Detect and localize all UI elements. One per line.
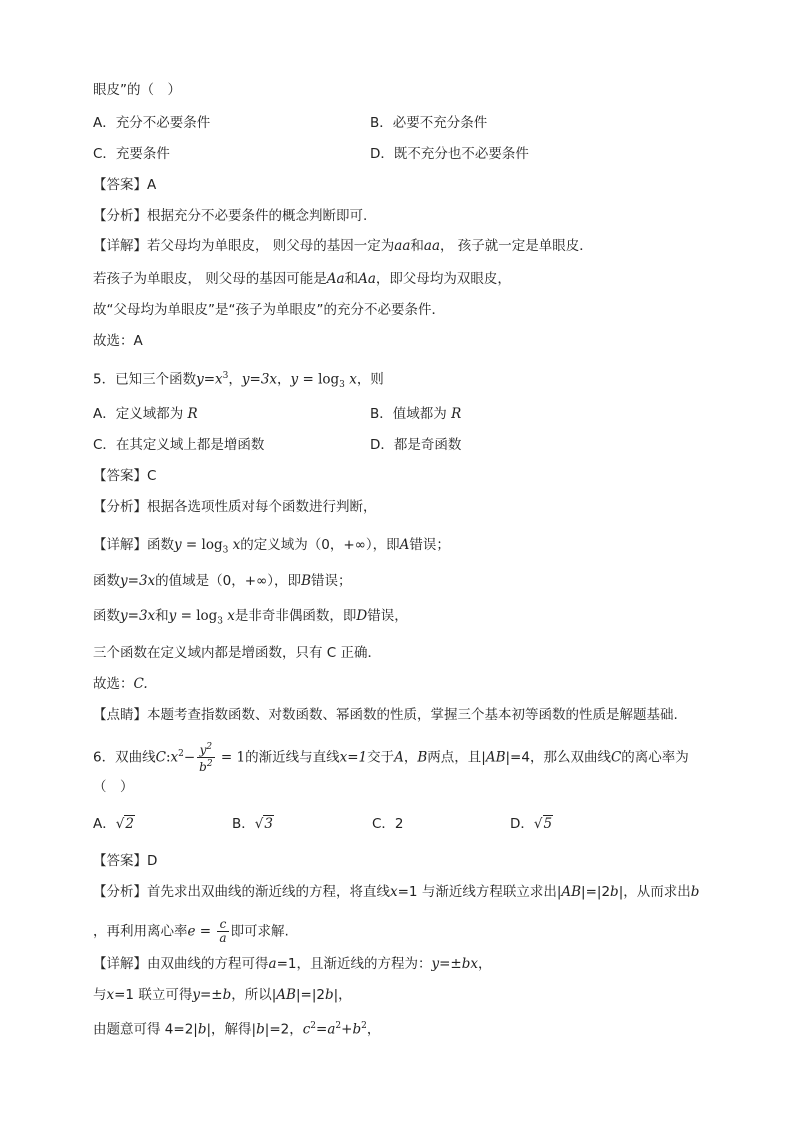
sqrt-symbol: √5 bbox=[533, 816, 553, 832]
detail-text: ， bbox=[366, 1021, 381, 1038]
math-var: R bbox=[451, 406, 462, 422]
q6-stem-text: 的离心率为 bbox=[621, 749, 689, 766]
detail-text: 的定义域为（0，+∞），即 bbox=[240, 537, 400, 553]
q5-stem-text: 5．已知三个函数 bbox=[93, 371, 197, 388]
math-var: B bbox=[417, 749, 428, 766]
detail-text: 错误； bbox=[409, 537, 450, 553]
q4-option-b bbox=[370, 113, 487, 133]
q4-option-d bbox=[370, 144, 529, 164]
detail-text: ， bbox=[477, 956, 492, 972]
math-var: e bbox=[187, 923, 196, 940]
choose-value: C. bbox=[133, 676, 148, 692]
q5-option-a bbox=[93, 404, 198, 424]
q4-detail-line-3 bbox=[93, 300, 445, 320]
math-symbol: : bbox=[165, 749, 171, 766]
detail-text: 由双曲线的方程可得 bbox=[147, 956, 269, 972]
q6-option-c bbox=[372, 814, 404, 834]
q6-detail-line-2 bbox=[93, 985, 352, 1005]
math-var: b bbox=[352, 1021, 362, 1038]
detail-tag: 【详解】 bbox=[93, 956, 147, 972]
math-var: AB bbox=[485, 749, 506, 766]
detail-text: 错误； bbox=[310, 573, 352, 589]
answer-value: D bbox=[147, 853, 158, 869]
q5-option-d-text: D．都是奇函数 bbox=[370, 437, 462, 453]
math-function: x bbox=[223, 608, 235, 624]
math-gene: aa bbox=[423, 238, 441, 254]
q5-analysis bbox=[93, 497, 377, 517]
q6-stem-text: 两点，且| bbox=[427, 749, 486, 766]
answer-tag: 【答案】 bbox=[93, 177, 147, 193]
math-var: R bbox=[187, 406, 198, 422]
math-var: b bbox=[610, 884, 619, 900]
q5-stem-text: ，则 bbox=[356, 371, 384, 388]
q6-stem-text: （ ） bbox=[93, 779, 134, 795]
math-function: = log bbox=[176, 608, 218, 624]
math-var: D bbox=[356, 608, 368, 624]
math-function: y bbox=[174, 537, 182, 553]
math-function: y=x bbox=[196, 371, 223, 388]
math-symbol: = bbox=[195, 923, 216, 940]
answer-value: C bbox=[147, 468, 157, 484]
q6-option-d bbox=[510, 814, 553, 834]
detail-text: 函数 bbox=[147, 537, 174, 553]
math-var: a bbox=[327, 1021, 336, 1038]
math-symbol: − bbox=[183, 749, 196, 766]
analysis-text: =1 与渐近线方程联立求出| bbox=[397, 884, 562, 900]
math-exponent: 2 bbox=[178, 749, 184, 759]
detail-text: 是非奇非偶函数，即 bbox=[234, 608, 357, 624]
fraction-numerator bbox=[197, 741, 214, 758]
detail-text: 函数 bbox=[93, 608, 120, 624]
detail-text: 和 bbox=[344, 271, 359, 287]
math-var: x bbox=[170, 749, 179, 766]
q6-answer bbox=[93, 851, 157, 871]
math-var: b bbox=[199, 760, 207, 774]
q4-option-c bbox=[93, 144, 170, 164]
math-gene: Aa bbox=[326, 271, 345, 287]
analysis-text: 根据充分不必要条件的概念判断即可. bbox=[147, 208, 368, 224]
detail-text: 和 bbox=[155, 608, 169, 624]
math-function: = log bbox=[181, 537, 223, 553]
math-var: y bbox=[199, 743, 207, 757]
detail-text: ，即父母均为双眼皮， bbox=[375, 271, 511, 287]
math-exponent: 2 bbox=[335, 1021, 342, 1031]
comment-text: 本题考查指数函数、对数函数、幂函数的性质，掌握三个基本初等函数的性质是解题基础. bbox=[147, 707, 678, 723]
q4-option-a-text: A．充分不必要条件 bbox=[93, 115, 211, 131]
choose-text: 故选：A bbox=[93, 333, 143, 349]
q6-stem-text: 的渐近线与直线 bbox=[245, 749, 340, 766]
math-exponent: 2 bbox=[310, 1021, 317, 1031]
math-var: b bbox=[197, 1021, 207, 1038]
q4-analysis bbox=[93, 206, 367, 226]
math-subscript: 3 bbox=[222, 545, 229, 556]
math-function: x bbox=[228, 537, 241, 553]
fraction-numerator: c bbox=[217, 918, 228, 932]
detail-text: 故“父母均为单眼皮”是“孩子为单眼皮”的充分不必要条件． bbox=[93, 302, 445, 318]
math-fraction bbox=[197, 741, 214, 774]
math-var: A bbox=[394, 749, 404, 766]
math-equation: x=1 bbox=[339, 749, 368, 766]
math-subscript: 3 bbox=[217, 616, 224, 627]
math-function: y=3x bbox=[120, 573, 156, 589]
q6-stem-text: |=4，那么双曲线 bbox=[505, 749, 611, 766]
math-var: B bbox=[301, 573, 311, 589]
q5-option-c-text: C．在其定义域上都是增函数 bbox=[93, 437, 265, 453]
q4-detail-line-2 bbox=[93, 269, 511, 289]
q4-choose bbox=[93, 331, 143, 351]
math-var: AB bbox=[276, 987, 296, 1003]
q6-option-a bbox=[93, 814, 135, 834]
q6-stem-paren bbox=[93, 777, 134, 797]
detail-text: 错误， bbox=[367, 608, 408, 624]
q5-comment bbox=[93, 705, 678, 725]
math-var: a bbox=[268, 956, 277, 972]
math-exponent: 2 bbox=[361, 1021, 367, 1031]
analysis-text: |，从而求出 bbox=[618, 884, 691, 900]
detail-tag: 【详解】 bbox=[93, 238, 147, 254]
q5-option-b bbox=[370, 404, 461, 424]
math-fraction bbox=[217, 918, 228, 945]
analysis-tag: 【分析】 bbox=[93, 208, 147, 224]
math-function: x bbox=[344, 371, 357, 388]
analysis-text: |=|2 bbox=[581, 884, 611, 900]
q4-answer bbox=[93, 175, 156, 195]
q6-stem bbox=[93, 741, 689, 774]
q6-analysis-line-2 bbox=[93, 918, 289, 945]
q5-option-b-text: B．值域都为 bbox=[370, 406, 447, 422]
math-exponent: 2 bbox=[206, 759, 213, 769]
q4-detail-line-1 bbox=[93, 236, 593, 256]
detail-text: |，解得| bbox=[206, 1021, 257, 1038]
q4-option-c-text: C．充要条件 bbox=[93, 146, 170, 162]
sqrt-symbol: √3 bbox=[254, 816, 273, 832]
math-var: c bbox=[302, 1021, 311, 1038]
math-var: b bbox=[690, 884, 700, 900]
detail-text: 由题意可得 4=2| bbox=[93, 1021, 198, 1038]
math-equation: y=±b bbox=[192, 987, 232, 1003]
q6-detail-line-1 bbox=[93, 954, 491, 974]
q5-option-d bbox=[370, 435, 461, 455]
q6-stem-text: 6．双曲线 bbox=[93, 749, 156, 766]
q4-option-b-text: B．必要不充分条件 bbox=[370, 115, 488, 131]
answer-value: A bbox=[147, 177, 157, 193]
math-symbol: = bbox=[316, 1021, 328, 1038]
math-var: b bbox=[256, 1021, 265, 1038]
sqrt-radicand: 5 bbox=[543, 816, 553, 832]
q6-detail-line-3 bbox=[93, 1016, 380, 1040]
q6-stem-text: 交于 bbox=[367, 749, 395, 766]
analysis-text: 首先求出双曲线的渐近线的方程，将直线 bbox=[147, 884, 390, 900]
math-function: = log bbox=[298, 371, 340, 388]
detail-text: 若父母均为单眼皮， 则父母的基因一定为 bbox=[147, 238, 395, 254]
fraction-denominator bbox=[197, 758, 214, 774]
sqrt-radicand: 3 bbox=[264, 816, 273, 832]
math-function: y bbox=[168, 608, 177, 624]
detail-text: 与 bbox=[93, 987, 107, 1003]
q6-analysis-line-1 bbox=[93, 882, 699, 902]
detail-text: 若孩子为单眼皮， 则父母的基因可能是 bbox=[93, 271, 327, 287]
sqrt-symbol: √2 bbox=[115, 816, 134, 832]
analysis-tag: 【分析】 bbox=[93, 884, 147, 900]
choose-text: 故选： bbox=[93, 676, 134, 692]
separator: ， bbox=[277, 371, 291, 388]
q4-stem-text: 眼皮”的（ ） bbox=[93, 82, 181, 98]
math-function: y=3x bbox=[120, 608, 156, 624]
q6-stem-text: ， bbox=[403, 749, 418, 766]
q5-detail-line-2 bbox=[93, 571, 351, 591]
q6-option-c-text: C．2 bbox=[372, 816, 404, 832]
q5-detail-line-4 bbox=[93, 643, 381, 663]
math-var: x bbox=[390, 884, 398, 900]
detail-text: 和 bbox=[410, 238, 424, 254]
detail-text: |， bbox=[333, 987, 352, 1003]
math-symbol: + bbox=[341, 1021, 353, 1038]
q6-option-b-text: B． bbox=[232, 816, 255, 832]
separator: ， bbox=[228, 371, 242, 388]
q5-detail-line-1 bbox=[93, 535, 450, 561]
detail-text: ， 孩子就一定是单眼皮． bbox=[440, 238, 593, 254]
detail-tag: 【详解】 bbox=[93, 537, 147, 553]
sqrt-radicand: 2 bbox=[125, 816, 134, 832]
q4-option-a bbox=[93, 113, 210, 133]
math-gene: aa bbox=[394, 238, 411, 254]
math-var: b bbox=[324, 987, 334, 1003]
math-var: A bbox=[399, 537, 410, 553]
answer-tag: 【答案】 bbox=[93, 468, 147, 484]
math-equation: y=±bx bbox=[431, 956, 478, 972]
detail-text: 三个函数在定义域内都是增函数，只有 C 正确． bbox=[93, 645, 382, 661]
q5-choose bbox=[93, 674, 148, 694]
math-exponent: 2 bbox=[206, 742, 213, 752]
detail-text: 的值域是（0，+∞），即 bbox=[155, 573, 302, 589]
comment-tag: 【点睛】 bbox=[93, 707, 147, 723]
fraction-denominator: a bbox=[219, 931, 227, 945]
math-function: y=3x bbox=[241, 371, 278, 388]
math-var: C bbox=[610, 749, 622, 766]
answer-tag: 【答案】 bbox=[93, 853, 147, 869]
analysis-tag: 【分析】 bbox=[93, 499, 147, 515]
detail-text: ，所以| bbox=[231, 987, 277, 1003]
q5-answer bbox=[93, 466, 156, 486]
q6-option-b bbox=[232, 814, 274, 834]
q4-stem-end bbox=[93, 80, 181, 100]
math-gene: Aa bbox=[358, 271, 376, 287]
detail-text: =1 联立可得 bbox=[114, 987, 193, 1003]
analysis-text: 根据各选项性质对每个函数进行判断， bbox=[147, 499, 377, 515]
math-exponent: 3 bbox=[222, 371, 229, 381]
math-subscript: 3 bbox=[339, 380, 345, 391]
math-function: y bbox=[290, 371, 299, 388]
math-var: C bbox=[155, 749, 166, 766]
q4-option-d-text: D．既不充分也不必要条件 bbox=[370, 146, 529, 162]
analysis-text: 即可求解. bbox=[230, 923, 289, 940]
analysis-text: ，再利用离心率 bbox=[93, 923, 188, 940]
detail-text: =1，且渐近线的方程为： bbox=[276, 956, 432, 972]
q6-option-d-text: D． bbox=[510, 816, 534, 832]
math-var: x bbox=[106, 987, 115, 1003]
detail-text: 函数 bbox=[93, 573, 120, 589]
detail-text: |=|2 bbox=[295, 987, 325, 1003]
q5-detail-line-3 bbox=[93, 606, 408, 632]
q5-stem bbox=[93, 366, 384, 395]
q5-option-c bbox=[93, 435, 264, 455]
q5-option-a-text: A．定义域都为 bbox=[93, 406, 184, 422]
detail-text: |=2， bbox=[264, 1021, 303, 1038]
q6-option-a-text: A． bbox=[93, 816, 116, 832]
math-symbol: = 1 bbox=[216, 749, 246, 766]
math-var: AB bbox=[561, 884, 582, 900]
